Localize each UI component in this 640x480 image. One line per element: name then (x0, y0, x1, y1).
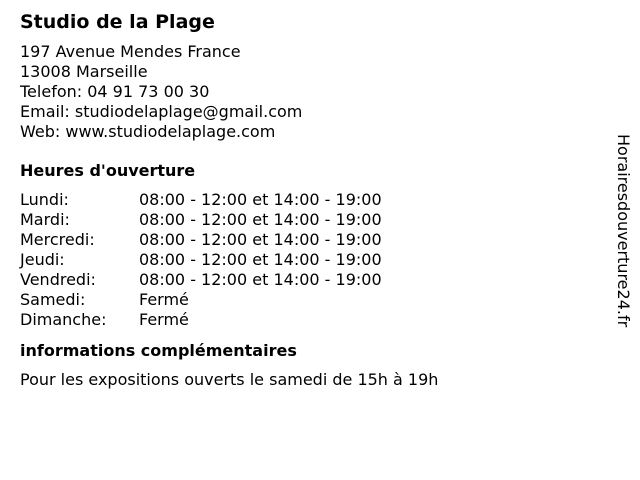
hours-row-wednesday (20, 230, 600, 250)
hours-heading: Heures d'ouverture (20, 161, 196, 180)
email-line: Email: studiodelaplage@gmail.com (20, 102, 303, 121)
info-heading: informations complémentaires (20, 341, 297, 360)
info-text: Pour les expositions ouverts le samedi de 15h à 19h (20, 370, 439, 389)
hours-table (20, 190, 600, 330)
day-label: Vendredi: (20, 270, 96, 289)
hours-row-tuesday (20, 210, 600, 230)
hours-row-thursday (20, 250, 600, 270)
day-hours: 08:00 - 12:00 et 14:00 - 19:00 (139, 230, 382, 249)
day-hours: Fermé (139, 310, 189, 329)
business-name: Studio de la Plage (20, 11, 215, 33)
hours-row-friday (20, 270, 600, 290)
day-hours: 08:00 - 12:00 et 14:00 - 19:00 (139, 190, 382, 209)
phone-line: Telefon: 04 91 73 00 30 (20, 82, 210, 101)
contact-block (20, 42, 600, 142)
day-hours: 08:00 - 12:00 et 14:00 - 19:00 (139, 270, 382, 289)
day-label: Dimanche: (20, 310, 107, 329)
day-hours: 08:00 - 12:00 et 14:00 - 19:00 (139, 210, 382, 229)
day-label: Jeudi: (20, 250, 65, 269)
hours-row-sunday (20, 310, 600, 330)
day-label: Mardi: (20, 210, 70, 229)
day-label: Samedi: (20, 290, 86, 309)
day-label: Mercredi: (20, 230, 95, 249)
watermark-text: Horairesdouverture24.fr (614, 134, 633, 328)
hours-row-monday (20, 190, 600, 210)
hours-row-saturday (20, 290, 600, 310)
web-line: Web: www.studiodelaplage.com (20, 122, 276, 141)
day-label: Lundi: (20, 190, 69, 209)
address-line-1: 197 Avenue Mendes France (20, 42, 241, 61)
address-line-2: 13008 Marseille (20, 62, 148, 81)
day-hours: 08:00 - 12:00 et 14:00 - 19:00 (139, 250, 382, 269)
business-card (20, 10, 600, 390)
day-hours: Fermé (139, 290, 189, 309)
